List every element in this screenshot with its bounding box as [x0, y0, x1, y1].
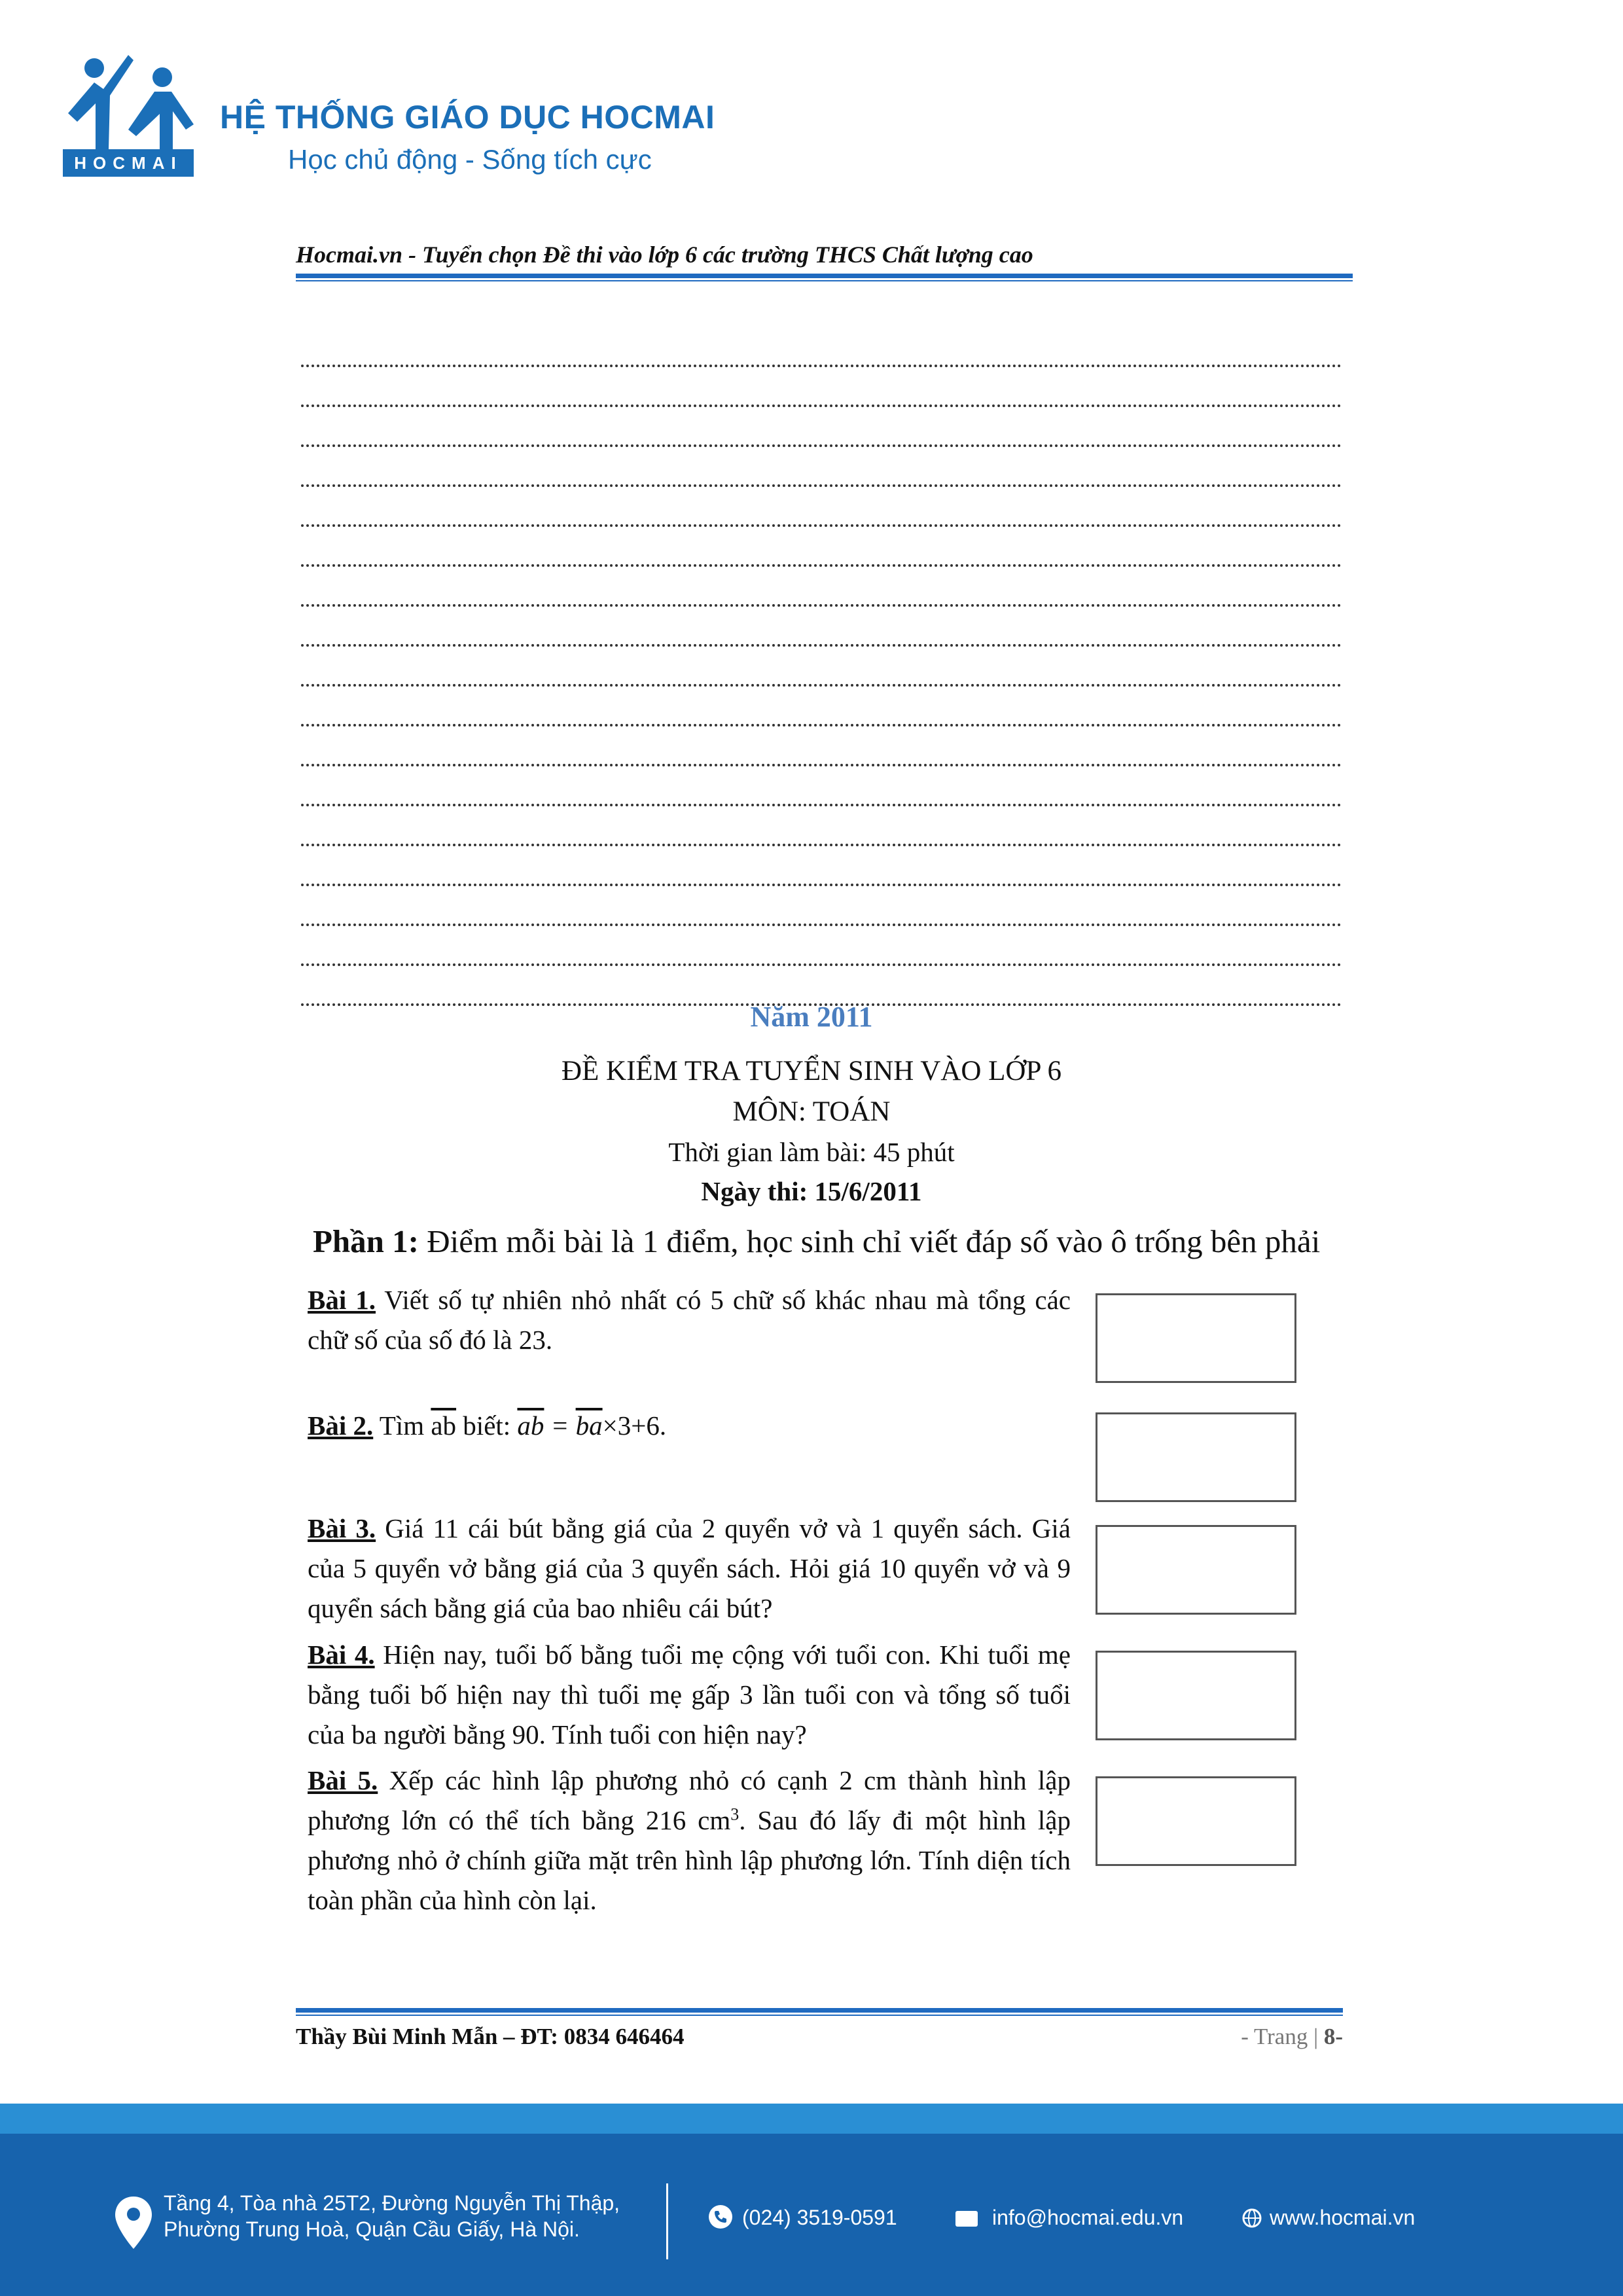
- running-header: [296, 241, 1353, 281]
- exam-subject: MÔN: TOÁN: [732, 1096, 891, 1127]
- dotted-line: [301, 527, 1342, 567]
- footer-accent-band: [0, 2104, 1623, 2134]
- dotted-line: [301, 766, 1342, 806]
- dotted-line: [301, 567, 1342, 607]
- phone-number[interactable]: (024) 3519-0591: [742, 2206, 897, 2229]
- page-number: [1241, 2024, 1343, 2050]
- teacher-contact: Thầy Bùi Minh Mẫn – ĐT: 0834 646464: [296, 2024, 685, 2049]
- formula-lhs: $\overline{ab}$: [517, 1410, 544, 1441]
- dotted-line: [301, 607, 1342, 647]
- dotted-line: [301, 367, 1342, 407]
- superscript: 3: [730, 1804, 740, 1824]
- header-rule-thin: [296, 280, 1353, 281]
- problem-2: [308, 1406, 1071, 1446]
- people-logo-icon: [63, 51, 197, 149]
- location-pin-icon: [115, 2197, 152, 2249]
- problem-4: [308, 1635, 1071, 1755]
- page-footer: [296, 2008, 1343, 2063]
- problem-5: [308, 1761, 1071, 1920]
- address-line-2: Phường Trung Hoà, Quận Cầu Giấy, Hà Nội.: [164, 2217, 580, 2241]
- problem-label: Bài 3.: [308, 1513, 376, 1543]
- dotted-line: [301, 487, 1342, 527]
- address-line-1: Tầng 4, Tòa nhà 25T2, Đường Nguyễn Thị Thập,: [164, 2191, 620, 2215]
- contact-divider: [666, 2183, 668, 2259]
- running-header-text: Hocmai.vn - Tuyển chọn Đề thi vào lớp 6 các trường THCS Chất lượng cao: [296, 242, 1033, 268]
- problem-text: Xếp các hình lập phương nhỏ có cạnh 2 cm thành hình lập phương lớn có thể tích bằng 216 cm: [308, 1765, 1071, 1835]
- problem-label: Bài 4.: [308, 1640, 375, 1670]
- dotted-line: [301, 327, 1342, 367]
- dotted-line: [301, 846, 1342, 886]
- footer-rule-thin: [296, 2015, 1343, 2016]
- part-1-instruction: [313, 1223, 1320, 1260]
- problem-label: Bài 5.: [308, 1765, 378, 1795]
- brand-slogan: Học chủ động - Sống tích cực: [288, 144, 652, 175]
- problem-1: [308, 1280, 1071, 1360]
- phone-icon: [708, 2204, 733, 2229]
- dotted-line: [301, 726, 1342, 766]
- formula-tail: ×3+6: [602, 1410, 660, 1441]
- problem-label: Bài 2.: [308, 1410, 374, 1441]
- problem-label: Bài 1.: [308, 1285, 376, 1315]
- part-text: Điểm mỗi bài là 1 điểm, học sinh chỉ viết đáp số vào ô trống bên phải: [419, 1223, 1321, 1259]
- problem-text: Hiện nay, tuổi bố bằng tuổi mẹ cộng với tuổi con. Khi tuổi mẹ bằng tuổi bố hiện nay thì tuổi mẹ gấp 3 lần tuổi con và tổng số tuổi của ba người bằng 90. Tính tuổi con hiện nay?: [308, 1640, 1071, 1749]
- problem-text: Viết số tự nhiên nhỏ nhất có 5 chữ số khác nhau mà tổng các chữ số của số đó là 23.: [308, 1285, 1071, 1355]
- dotted-line: [301, 886, 1342, 926]
- brand-header: [63, 51, 848, 182]
- contact-band: [0, 2134, 1623, 2296]
- formula-rhs: $\overline{ba}$: [575, 1410, 603, 1441]
- hocmai-logo: [63, 51, 197, 179]
- dotted-line: [301, 926, 1342, 966]
- footer-rule: [296, 2008, 1343, 2013]
- problem-text-after: . Sau đó lấy đi một hình lập phương nhỏ ở chính giữa mặt trên hình lập phương lớn. Tính diện tích toàn phần của hình còn lại.: [308, 1805, 1071, 1915]
- mail-icon: [955, 2211, 978, 2227]
- exam-year: Năm 2011: [750, 1001, 873, 1033]
- exam-duration: Thời gian làm bài: 45 phút: [668, 1137, 955, 1167]
- problem-text-mid: biết:: [456, 1410, 518, 1441]
- answer-box-2[interactable]: [1096, 1412, 1296, 1502]
- email-address[interactable]: info@hocmai.edu.vn: [992, 2206, 1184, 2229]
- dotted-answer-lines: [301, 327, 1342, 1006]
- exam-date: Ngày thi: 15/6/2011: [701, 1176, 922, 1206]
- dotted-line: [301, 647, 1342, 687]
- brand-title: HỆ THỐNG GIÁO DỤC HOCMAI: [220, 99, 715, 135]
- page-prefix: - Trang |: [1241, 2024, 1324, 2049]
- answer-box-5[interactable]: [1096, 1776, 1296, 1866]
- problem-text: Giá 11 cái bút bằng giá của 2 quyển vở và 1 quyển sách. Giá của 5 quyển vở bằng giá của 3 quyển sách. Hỏi giá 10 quyển vở và 9 quyển sách bằng giá của bao nhiêu cái bút?: [308, 1513, 1071, 1623]
- dotted-line: [301, 447, 1342, 487]
- formula: [517, 1410, 602, 1441]
- part-label: Phần 1:: [313, 1223, 419, 1259]
- problem-3: [308, 1509, 1071, 1628]
- formula-eq: =: [544, 1410, 576, 1441]
- address: [164, 2190, 620, 2242]
- dotted-line: [301, 407, 1342, 447]
- header-rule: [296, 274, 1353, 278]
- globe-icon: [1242, 2208, 1262, 2228]
- number-ab: $\overline{ab}$: [431, 1410, 457, 1441]
- page-number-value: 8-: [1323, 2024, 1343, 2049]
- logo-wordmark: HOCMAI: [63, 149, 194, 177]
- answer-box-1[interactable]: [1096, 1293, 1296, 1383]
- formula-end: .: [659, 1410, 667, 1441]
- dotted-line: [301, 806, 1342, 846]
- exam-title: ĐỀ KIỂM TRA TUYỂN SINH VÀO LỚP 6: [561, 1056, 1062, 1086]
- website-link[interactable]: www.hocmai.vn: [1270, 2206, 1416, 2229]
- answer-box-4[interactable]: [1096, 1651, 1296, 1740]
- problem-text: Tìm: [373, 1410, 431, 1441]
- answer-box-3[interactable]: [1096, 1525, 1296, 1615]
- dotted-line: [301, 687, 1342, 726]
